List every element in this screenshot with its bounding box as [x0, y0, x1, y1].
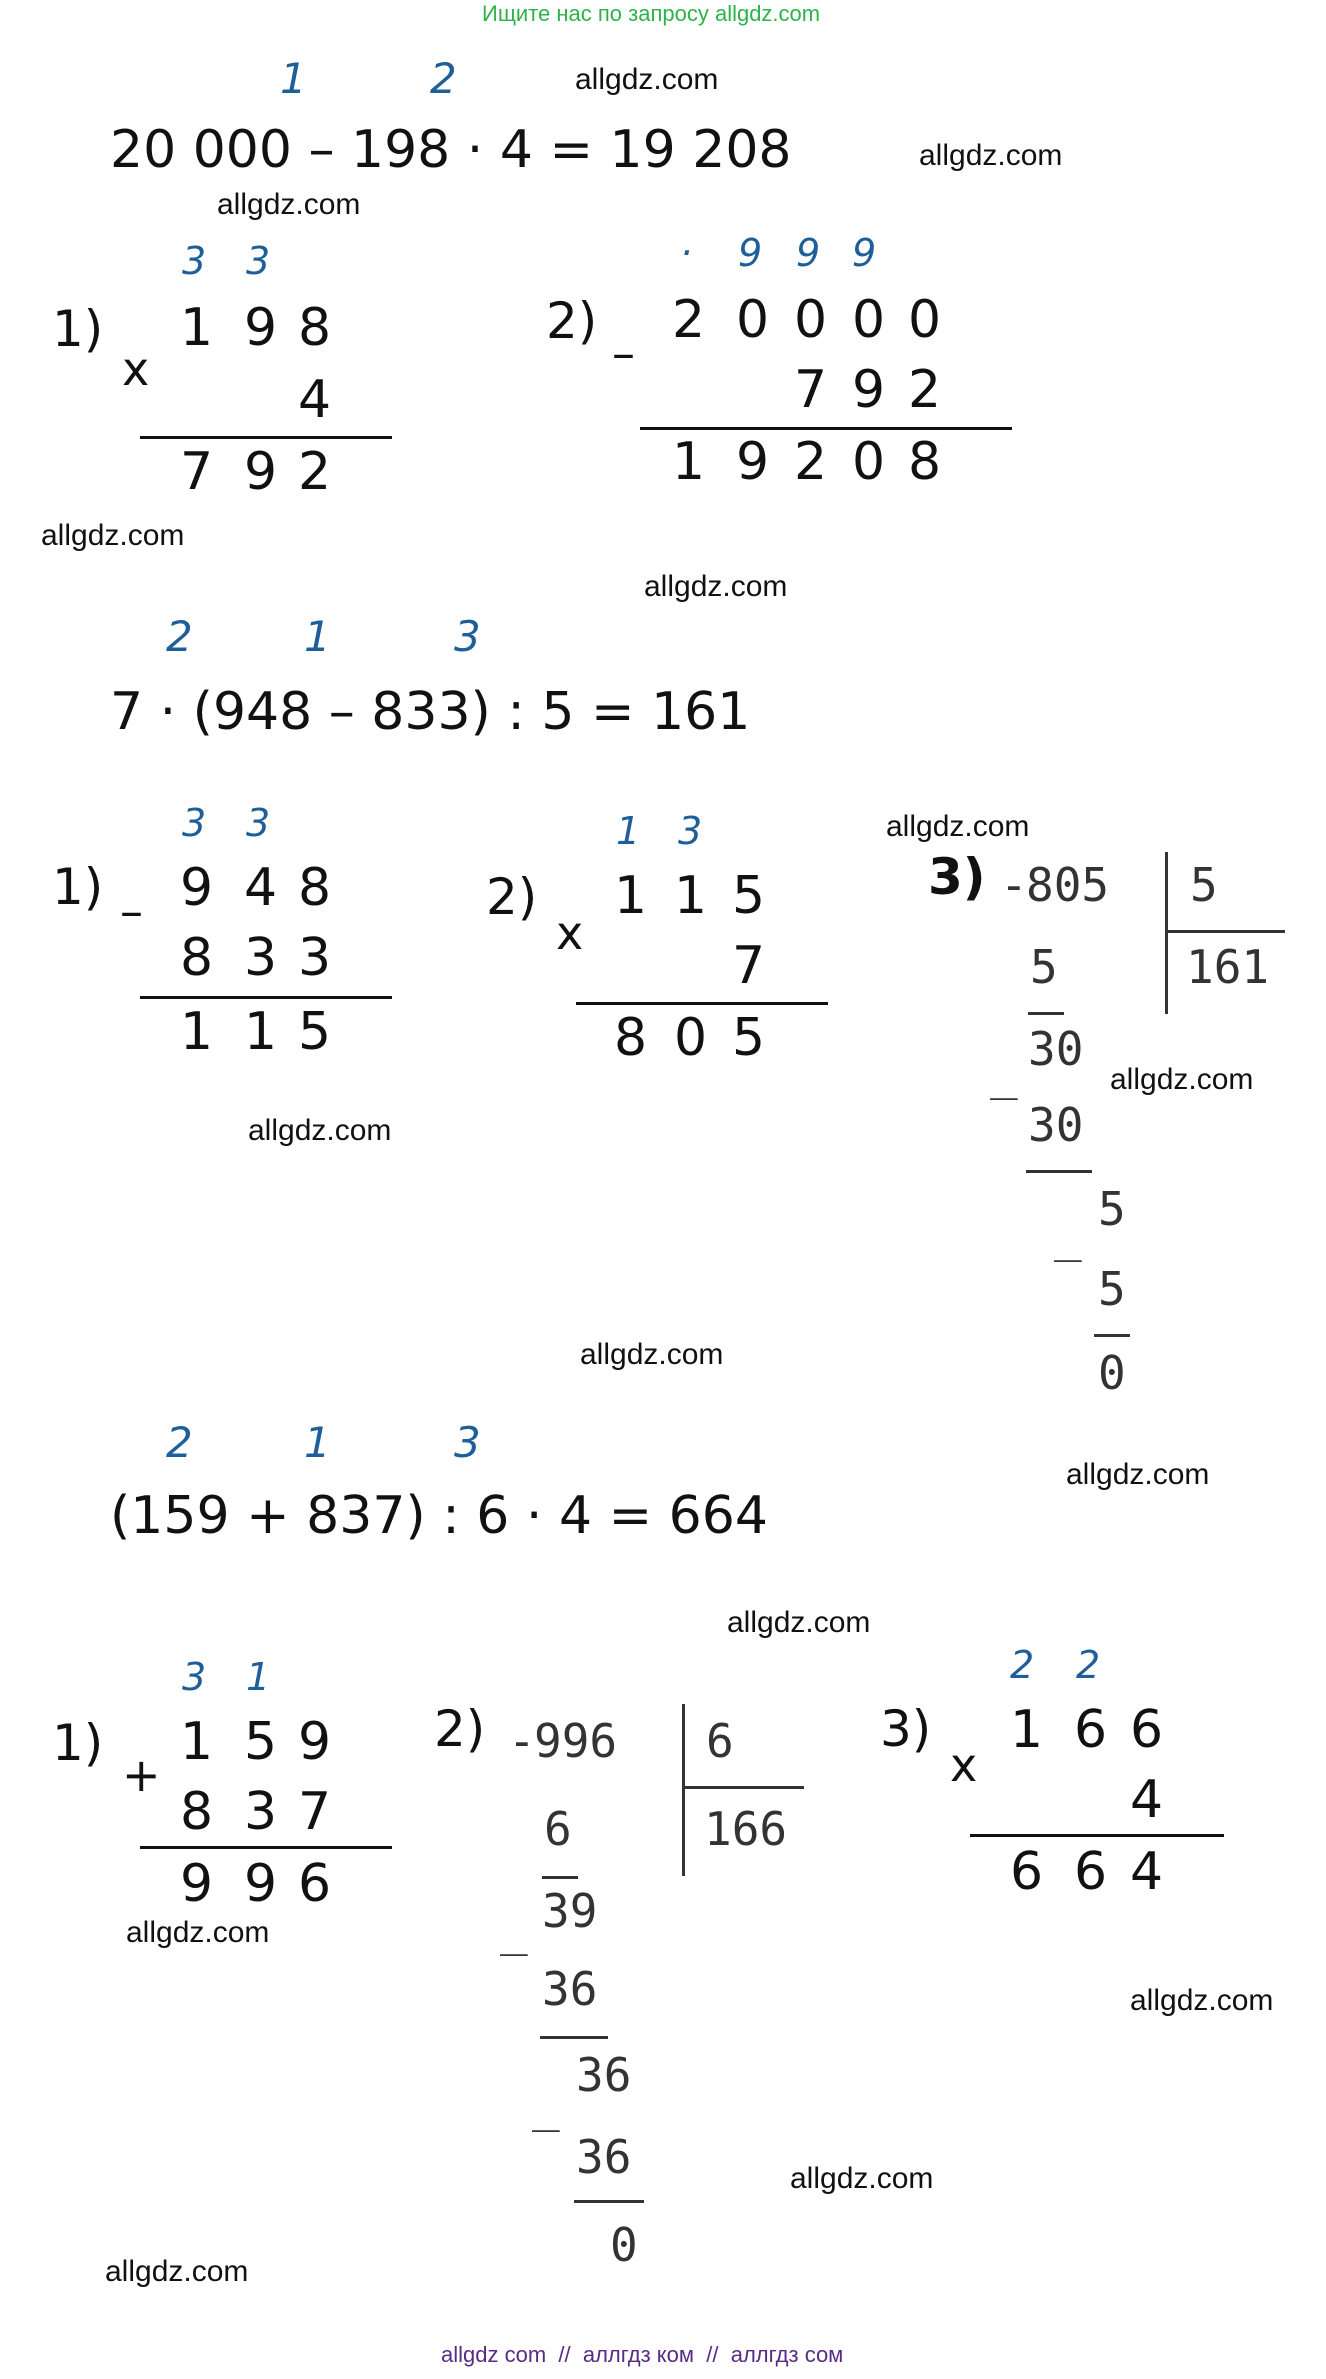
carry-digit: 3	[678, 809, 703, 853]
partial-number: 30	[1028, 1098, 1084, 1152]
digit: 3	[244, 1782, 278, 1842]
quotient-line	[1165, 930, 1285, 933]
digit: 2	[298, 442, 332, 502]
digit: 3	[298, 928, 332, 988]
digit: 9	[180, 1854, 214, 1914]
digit: 2	[794, 432, 828, 492]
divisor: 5	[1190, 858, 1218, 912]
carry-digit: 3	[182, 1655, 207, 1699]
carry-digit: 2	[1076, 1643, 1101, 1687]
digit: 6	[298, 1854, 332, 1914]
borrow-digit: 9	[852, 231, 877, 275]
step-label: 1)	[52, 1714, 104, 1772]
step-label: 2)	[486, 868, 538, 926]
footer-text[interactable]: allgdz com // аллгдз ком // аллгдз сом	[441, 2342, 844, 2367]
partial-number: 36	[542, 1962, 598, 2016]
digit: 9	[180, 858, 214, 918]
partial-number: 5	[1030, 940, 1058, 994]
borrow-digit: ·	[680, 231, 693, 275]
watermark: allgdz.com	[126, 1916, 270, 1949]
expression: (159 + 837) : 6 · 4 = 664	[110, 1486, 768, 1546]
digit: 1	[180, 1002, 214, 1062]
digit: 0	[908, 290, 942, 350]
partial-line	[1026, 1170, 1092, 1173]
digit: 4	[1130, 1770, 1164, 1830]
partial-number: 36	[576, 2130, 632, 2184]
quotient-line	[682, 1786, 804, 1789]
digit: 7	[794, 360, 828, 420]
partial-line	[574, 2200, 644, 2203]
watermark: allgdz.com	[1066, 1458, 1210, 1491]
digit: 1	[674, 866, 708, 926]
operator: +	[122, 1748, 161, 1802]
digit: 9	[298, 1712, 332, 1772]
step-label: 1)	[52, 300, 104, 358]
minus-sign: _	[532, 2078, 560, 2132]
result-line	[140, 996, 392, 999]
watermark: allgdz.com	[1110, 1063, 1254, 1096]
divisor: 6	[706, 1714, 734, 1768]
partial-number: 36	[576, 2048, 632, 2102]
borrow-digit: 9	[738, 231, 763, 275]
digit: 9	[736, 432, 770, 492]
division-bar	[1165, 852, 1168, 1014]
digit: 9	[244, 442, 278, 502]
watermark: allgdz.com	[41, 519, 185, 552]
division-bar	[682, 1704, 685, 1876]
digit: 9	[244, 1854, 278, 1914]
digit: 5	[298, 1002, 332, 1062]
digit: 1	[672, 432, 706, 492]
digit: 8	[908, 432, 942, 492]
carry-digit: 3	[246, 239, 271, 283]
expression: 20 000 – 198 · 4 = 19 208	[110, 120, 792, 180]
partial-number: 5	[1098, 1182, 1126, 1236]
digit: 4	[244, 858, 278, 918]
digit: 7	[732, 936, 766, 996]
digit: 9	[852, 360, 886, 420]
order-mark: 1	[304, 1418, 331, 1467]
borrow-digit: 3	[246, 801, 271, 845]
order-mark: 2	[166, 1418, 193, 1467]
result-line	[640, 427, 1012, 430]
digit: 8	[298, 298, 332, 358]
digit: 7	[180, 442, 214, 502]
step-label: 3)	[928, 848, 986, 906]
digit: 2	[908, 360, 942, 420]
digit: 0	[794, 290, 828, 350]
step-label: 1)	[52, 858, 104, 916]
digit: 5	[732, 1008, 766, 1068]
watermark: allgdz.com	[790, 2162, 934, 2195]
digit: 8	[614, 1008, 648, 1068]
step-label: 2)	[546, 292, 598, 350]
watermark: allgdz.com	[575, 63, 719, 96]
borrow-digit: 9	[796, 231, 821, 275]
partial-number: 0	[1098, 1346, 1126, 1400]
header-text[interactable]: Ищите нас по запросу allgdz.com	[482, 1, 821, 26]
carry-digit: 1	[246, 1655, 271, 1699]
digit: 1	[1010, 1700, 1044, 1760]
result-line	[576, 1002, 828, 1005]
quotient: 166	[704, 1802, 788, 1856]
digit: 0	[736, 290, 770, 350]
digit: 9	[244, 298, 278, 358]
carry-digit: 3	[182, 239, 207, 283]
watermark: allgdz.com	[105, 2255, 249, 2288]
operator: x	[556, 906, 584, 960]
expression: 7 · (948 – 833) : 5 = 161	[110, 682, 751, 742]
watermark: allgdz.com	[919, 139, 1063, 172]
digit: 2	[672, 290, 706, 350]
watermark: allgdz.com	[580, 1338, 724, 1371]
digit: 0	[852, 290, 886, 350]
partial-number: 39	[542, 1884, 598, 1938]
operator: –	[612, 326, 635, 380]
watermark: allgdz.com	[1130, 1984, 1274, 2017]
order-mark: 2	[430, 54, 457, 103]
partial-number: 6	[544, 1802, 572, 1856]
digit: 4	[1130, 1842, 1164, 1902]
operator: x	[950, 1738, 978, 1792]
digit: 5	[244, 1712, 278, 1772]
watermark: allgdz.com	[217, 188, 361, 221]
partial-number: 0	[610, 2218, 638, 2272]
step-label: 3)	[880, 1700, 932, 1758]
watermark: allgdz.com	[886, 810, 1030, 843]
digit: 6	[1074, 1700, 1108, 1760]
operator: x	[122, 342, 150, 396]
minus-sign: -	[508, 1714, 536, 1768]
minus-sign: _	[990, 1046, 1018, 1100]
digit: 7	[298, 1782, 332, 1842]
digit: 6	[1010, 1842, 1044, 1902]
digit: 1	[614, 866, 648, 926]
digit: 8	[180, 928, 214, 988]
minus-sign: _	[1054, 1208, 1082, 1262]
digit: 0	[852, 432, 886, 492]
quotient: 161	[1186, 940, 1270, 994]
borrow-digit: 3	[182, 801, 207, 845]
watermark: allgdz.com	[644, 570, 788, 603]
digit: 8	[180, 1782, 214, 1842]
operator: –	[120, 884, 143, 938]
digit: 1	[180, 298, 214, 358]
digit: 0	[674, 1008, 708, 1068]
partial-line	[540, 2036, 608, 2039]
order-mark: 1	[280, 54, 307, 103]
result-line	[140, 436, 392, 439]
partial-number: 30	[1028, 1022, 1084, 1076]
digit: 3	[244, 928, 278, 988]
partial-number: 5	[1098, 1262, 1126, 1316]
digit: 1	[180, 1712, 214, 1772]
partial-line	[542, 1876, 578, 1879]
minus-sign: _	[500, 1902, 528, 1956]
digit: 5	[732, 866, 766, 926]
result-line	[140, 1846, 392, 1849]
watermark: allgdz.com	[248, 1114, 392, 1147]
digit: 4	[298, 370, 332, 430]
digit: 6	[1074, 1842, 1108, 1902]
order-mark: 3	[454, 1418, 481, 1467]
watermark: allgdz.com	[727, 1606, 871, 1639]
partial-line	[1094, 1334, 1130, 1337]
carry-digit: 1	[616, 809, 641, 853]
partial-line	[1028, 1012, 1064, 1015]
order-mark: 1	[304, 612, 331, 661]
order-mark: 3	[454, 612, 481, 661]
dividend: 805	[1026, 858, 1110, 912]
result-line	[970, 1834, 1224, 1837]
digit: 8	[298, 858, 332, 918]
digit: 1	[244, 1002, 278, 1062]
step-label: 2)	[434, 1700, 486, 1758]
dividend: 996	[534, 1714, 618, 1768]
digit: 6	[1130, 1700, 1164, 1760]
minus-sign: -	[1000, 858, 1028, 912]
order-mark: 2	[166, 612, 193, 661]
carry-digit: 2	[1010, 1643, 1035, 1687]
